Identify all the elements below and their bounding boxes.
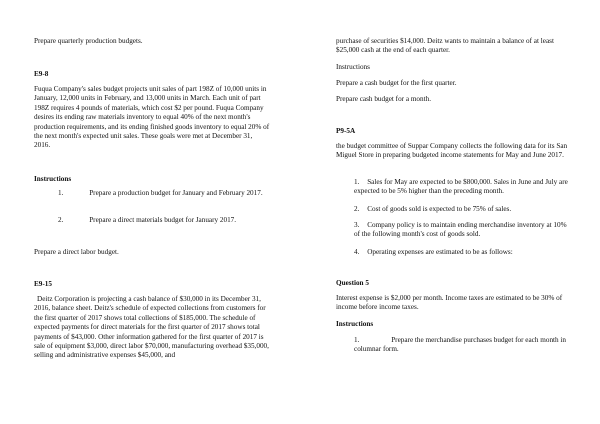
e9-15-instruction-1: Prepare a cash budget for the first quarter. (336, 79, 457, 87)
item-text: Prepare a direct materials budget for January 2017. (89, 216, 237, 224)
item-number: 2. (354, 205, 360, 213)
question-5-body: Interest expense is $2,000 per month. Income taxes are estimated to be 30% of income before income taxes. (336, 294, 563, 312)
e9-15-heading: E9-15 (34, 280, 52, 288)
item-text: Prepare the merchandise purchases budget for each month in columnar form. (354, 336, 567, 354)
e9-8-item-1 (54, 189, 270, 198)
item-number: 2. (58, 216, 64, 224)
question-5-instructions-heading: Instructions (336, 320, 374, 328)
question-5-heading: Question 5 (336, 279, 369, 287)
e9-8-body: Fuqua Company's sales budget projects unit sales of part 198Z of 10,000 units in January, 12,000 units in February, and 13,000 units in March. Each unit of part 198Z requires 4 pounds of materials, which cost $2 per pound. Fuqua Company desires its ending raw materials inventory to equal 40% of the next month's production requirements, and its ending finished goods inventory to equal 20% of the next month's expected unit sales. These goals were met at December 31, 2016. (34, 85, 270, 150)
item-number: 1. (58, 189, 64, 197)
e9-15-instruction-2: Prepare cash budget for a month. (336, 95, 432, 103)
item-number: 3. (354, 221, 360, 229)
intro-text: Prepare quarterly production budgets. (34, 37, 143, 45)
item-text: Cost of goods sold is expected to be 75% of sales. (367, 205, 512, 213)
e9-8-item-2 (54, 216, 270, 225)
p9-5a-item-3 (354, 221, 568, 240)
e9-8-heading: E9-8 (34, 70, 49, 78)
item-number: 1. (354, 178, 360, 186)
p9-5a-item-4 (354, 248, 568, 257)
e9-8-extra: Prepare a direct labor budget. (34, 248, 119, 256)
item-number: 4. (354, 248, 360, 256)
e9-15-body: Deitz Corporation is projecting a cash balance of $30,000 in its December 31, 2016, balance sheet. Deitz's schedule of expected collections from customers for the first quarter of 2017 shows total collections of $185,000. The schedule of expected payments for direct materials for the first quarter of 2017 shows total payments of $43,000. Other information gathered for the first quarter of 2017 is sale of equipment $3,000, direct labor $70,000, manufacturing overhead $35,000, selling and administrative expenses $45,000, and (34, 295, 269, 360)
p9-5a-item-2 (354, 205, 568, 214)
item-text: Company policy is to maintain ending merchandise inventory at 10% of the following month's cost of goods sold. (354, 221, 567, 239)
item-text: Prepare a production budget for January and February 2017. (89, 189, 263, 197)
e9-8-instructions-heading: Instructions (34, 175, 72, 183)
p9-5a-body: the budget committee of Suppar Company collects the following data for its San Miguel Store in preparing budgeted income statements for May and June 2017. (336, 142, 568, 160)
item-text: Sales for May are expected to be $800,000. Sales in June and July are expected to be 5% higher than the preceding month. (354, 178, 568, 196)
item-number: 1. (354, 336, 360, 344)
e9-15-instructions-heading: Instructions (336, 63, 370, 71)
p9-5a-item-1 (354, 178, 568, 197)
e9-15-continued: purchase of securities $14,000. Deitz wants to maintain a balance of at least $25,000 cash at the end of each quarter. (336, 37, 554, 55)
item-text: Operating expenses are estimated to be as follows: (367, 248, 513, 256)
p9-5a-heading: P9-5A (336, 127, 356, 135)
question-5-item-1 (354, 336, 568, 355)
